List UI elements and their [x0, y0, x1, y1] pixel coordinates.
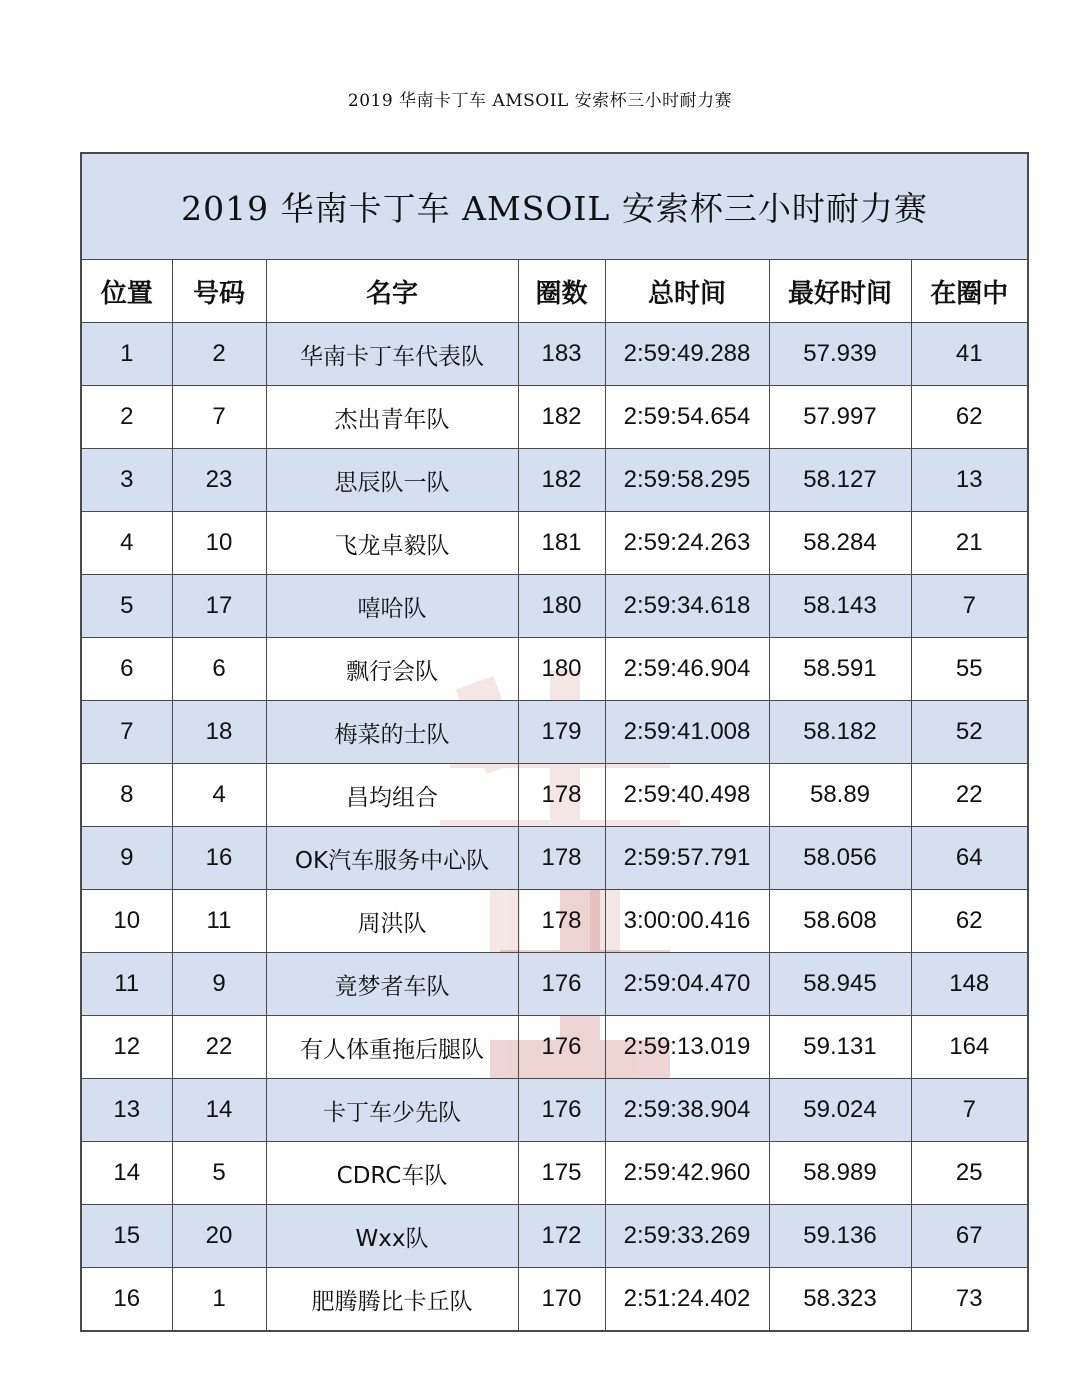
cell-position: 7: [81, 701, 172, 764]
table-row: [81, 1079, 1028, 1142]
cell-total-time: 2:59:57.791: [605, 827, 769, 890]
cell-best-time: 58.323: [769, 1268, 911, 1332]
cell-total-time: 2:59:42.960: [605, 1142, 769, 1205]
cell-number: 6: [172, 638, 266, 701]
cell-in-lap: 21: [911, 512, 1028, 575]
cell-total-time: 2:59:41.008: [605, 701, 769, 764]
cell-best-time: 58.056: [769, 827, 911, 890]
cell-position: 6: [81, 638, 172, 701]
cell-position: 11: [81, 953, 172, 1016]
column-header-number: 号码: [172, 260, 266, 323]
column-header-laps: 圈数: [518, 260, 605, 323]
cell-number: 23: [172, 449, 266, 512]
cell-in-lap: 73: [911, 1268, 1028, 1332]
cell-position: 4: [81, 512, 172, 575]
cell-laps: 183: [518, 323, 605, 386]
cell-laps: 182: [518, 449, 605, 512]
cell-best-time: 58.945: [769, 953, 911, 1016]
cell-laps: 178: [518, 827, 605, 890]
cell-best-time: 58.284: [769, 512, 911, 575]
cell-name: 昌均组合: [266, 764, 518, 827]
table-row: [81, 1142, 1028, 1205]
table-row: [81, 764, 1028, 827]
cell-in-lap: 13: [911, 449, 1028, 512]
cell-name: 思辰队一队: [266, 449, 518, 512]
table-row: [81, 1268, 1028, 1332]
cell-best-time: 59.131: [769, 1016, 911, 1079]
cell-position: 5: [81, 575, 172, 638]
cell-name: Wxx队: [266, 1205, 518, 1268]
cell-in-lap: 7: [911, 575, 1028, 638]
cell-number: 2: [172, 323, 266, 386]
cell-name: 飘行会队: [266, 638, 518, 701]
cell-laps: 180: [518, 575, 605, 638]
table-title: 2019 华南卡丁车 AMSOIL 安索杯三小时耐力赛: [81, 153, 1028, 260]
cell-name: 华南卡丁车代表队: [266, 323, 518, 386]
cell-laps: 181: [518, 512, 605, 575]
cell-best-time: 57.939: [769, 323, 911, 386]
cell-total-time: 2:59:38.904: [605, 1079, 769, 1142]
cell-number: 11: [172, 890, 266, 953]
cell-total-time: 2:59:34.618: [605, 575, 769, 638]
cell-in-lap: 64: [911, 827, 1028, 890]
cell-name: 卡丁车少先队: [266, 1079, 518, 1142]
cell-in-lap: 67: [911, 1205, 1028, 1268]
column-header-position: 位置: [81, 260, 172, 323]
cell-position: 12: [81, 1016, 172, 1079]
cell-laps: 179: [518, 701, 605, 764]
cell-total-time: 2:59:33.269: [605, 1205, 769, 1268]
cell-total-time: 2:59:13.019: [605, 1016, 769, 1079]
cell-name: 有人体重拖后腿队: [266, 1016, 518, 1079]
cell-total-time: 2:59:24.263: [605, 512, 769, 575]
cell-name: 梅菜的士队: [266, 701, 518, 764]
cell-name: 竟梦者车队: [266, 953, 518, 1016]
cell-number: 18: [172, 701, 266, 764]
results-table: [80, 152, 1029, 1332]
table-row: [81, 449, 1028, 512]
cell-best-time: 58.143: [769, 575, 911, 638]
column-header-total-time: 总时间: [605, 260, 769, 323]
cell-best-time: 57.997: [769, 386, 911, 449]
table-row: [81, 1016, 1028, 1079]
cell-number: 4: [172, 764, 266, 827]
cell-number: 9: [172, 953, 266, 1016]
cell-in-lap: 55: [911, 638, 1028, 701]
cell-best-time: 58.89: [769, 764, 911, 827]
cell-position: 13: [81, 1079, 172, 1142]
cell-laps: 176: [518, 1079, 605, 1142]
table-row: [81, 575, 1028, 638]
cell-number: 20: [172, 1205, 266, 1268]
cell-number: 5: [172, 1142, 266, 1205]
cell-total-time: 2:59:58.295: [605, 449, 769, 512]
cell-name: 肥腾腾比卡丘队: [266, 1268, 518, 1332]
cell-position: 9: [81, 827, 172, 890]
table-row: [81, 953, 1028, 1016]
cell-in-lap: 164: [911, 1016, 1028, 1079]
cell-laps: 175: [518, 1142, 605, 1205]
cell-in-lap: 25: [911, 1142, 1028, 1205]
cell-name: 杰出青年队: [266, 386, 518, 449]
cell-total-time: 2:59:49.288: [605, 323, 769, 386]
cell-in-lap: 62: [911, 386, 1028, 449]
cell-best-time: 58.591: [769, 638, 911, 701]
table-row: [81, 638, 1028, 701]
cell-laps: 176: [518, 1016, 605, 1079]
table-row: [81, 1205, 1028, 1268]
cell-position: 3: [81, 449, 172, 512]
cell-in-lap: 41: [911, 323, 1028, 386]
cell-number: 17: [172, 575, 266, 638]
column-header-name: 名字: [266, 260, 518, 323]
cell-in-lap: 22: [911, 764, 1028, 827]
cell-number: 7: [172, 386, 266, 449]
cell-in-lap: 7: [911, 1079, 1028, 1142]
cell-total-time: 2:59:40.498: [605, 764, 769, 827]
page-header: 2019 华南卡丁车 AMSOIL 安索杯三小时耐力赛: [347, 91, 733, 111]
cell-best-time: 58.608: [769, 890, 911, 953]
cell-in-lap: 62: [911, 890, 1028, 953]
table-row: [81, 512, 1028, 575]
cell-position: 10: [81, 890, 172, 953]
cell-position: 16: [81, 1268, 172, 1332]
cell-laps: 180: [518, 638, 605, 701]
cell-name: 飞龙卓毅队: [266, 512, 518, 575]
cell-total-time: 3:00:00.416: [605, 890, 769, 953]
cell-position: 14: [81, 1142, 172, 1205]
cell-laps: 178: [518, 890, 605, 953]
table-header-row: [81, 260, 1028, 323]
table-row: [81, 701, 1028, 764]
cell-total-time: 2:59:04.470: [605, 953, 769, 1016]
column-header-best-time: 最好时间: [769, 260, 911, 323]
cell-number: 1: [172, 1268, 266, 1332]
cell-position: 1: [81, 323, 172, 386]
cell-name: 嘻哈队: [266, 575, 518, 638]
cell-laps: 176: [518, 953, 605, 1016]
table-row: [81, 386, 1028, 449]
cell-laps: 178: [518, 764, 605, 827]
cell-number: 10: [172, 512, 266, 575]
table-row: [81, 827, 1028, 890]
cell-best-time: 59.136: [769, 1205, 911, 1268]
cell-best-time: 59.024: [769, 1079, 911, 1142]
table-title-row: [81, 153, 1028, 260]
cell-laps: 172: [518, 1205, 605, 1268]
cell-name: CDRC车队: [266, 1142, 518, 1205]
cell-total-time: 2:59:46.904: [605, 638, 769, 701]
cell-best-time: 58.989: [769, 1142, 911, 1205]
cell-laps: 170: [518, 1268, 605, 1332]
column-header-in-lap: 在圈中: [911, 260, 1028, 323]
cell-number: 22: [172, 1016, 266, 1079]
cell-name: 周洪队: [266, 890, 518, 953]
table-row: [81, 323, 1028, 386]
cell-position: 2: [81, 386, 172, 449]
cell-in-lap: 148: [911, 953, 1028, 1016]
cell-best-time: 58.127: [769, 449, 911, 512]
cell-total-time: 2:51:24.402: [605, 1268, 769, 1332]
cell-name: OK汽车服务中心队: [266, 827, 518, 890]
cell-number: 14: [172, 1079, 266, 1142]
cell-position: 8: [81, 764, 172, 827]
cell-number: 16: [172, 827, 266, 890]
cell-best-time: 58.182: [769, 701, 911, 764]
cell-position: 15: [81, 1205, 172, 1268]
cell-total-time: 2:59:54.654: [605, 386, 769, 449]
cell-in-lap: 52: [911, 701, 1028, 764]
table-row: [81, 890, 1028, 953]
cell-laps: 182: [518, 386, 605, 449]
